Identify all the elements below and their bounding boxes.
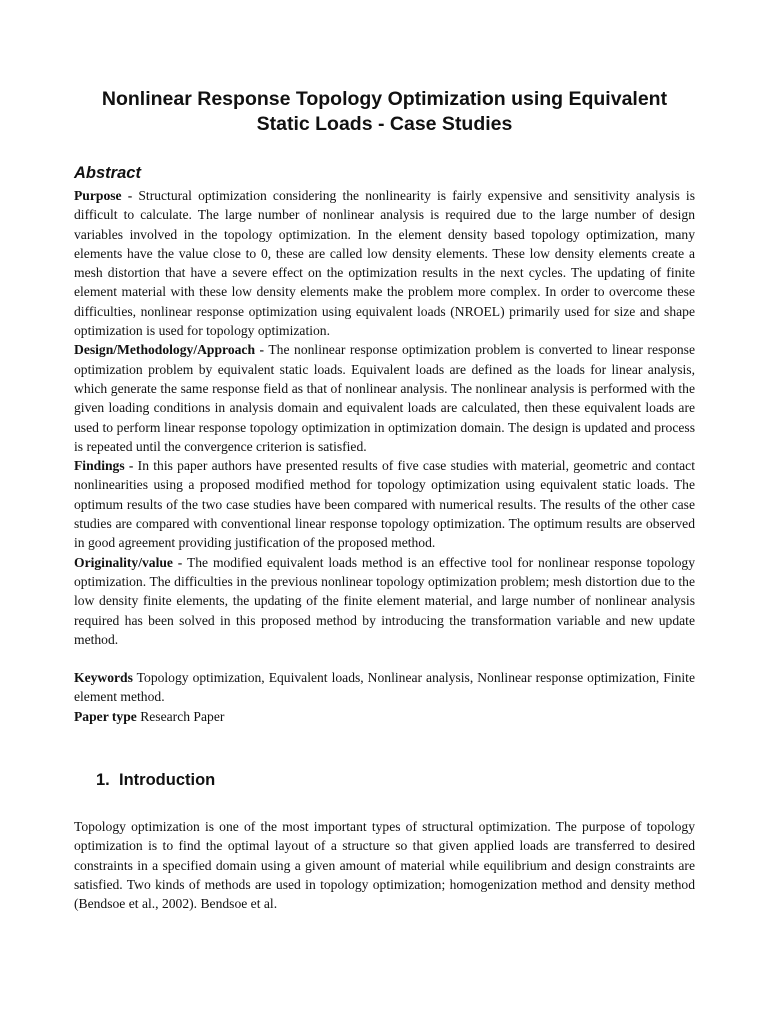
findings-label: Findings - <box>74 458 134 474</box>
purpose-text: Structural optimization considering the nonlinearity is fairly expensive and sensitivity analysis is difficult to calculate. The large number of nonlinear analysis is required due to the large number of design variables involved in the topology optimization. In the element density based topology optimization, many elements have the value close to 0, these are called low density elements. These low density elements create a mesh distortion that have a severe effect on the optimization results in the next cycles. The updating of finite element material with these low density elements make the problem more complex. In order to overcome these difficulties, nonlinear response optimization using equivalent loads (NROEL) primarily used for size and shape optimization is used for topology optimization. <box>74 188 695 339</box>
originality-label: Originality/value - <box>74 554 183 570</box>
methodology-label: Design/Methodology/Approach - <box>74 342 265 358</box>
methodology-text: The nonlinear response optimization problem is converted to linear response optimization problem by equivalent static loads. Equivalent loads are defined as the loads for linear analysis, which generate the same response field as that of nonlinear analysis. The nonlinear analysis is performed with the given loading conditions in analysis domain and equivalent loads are calculated, then these equivalent loads are used to perform linear response topology optimization in optimization domain. The design is updated and process is repeated until the convergence criterion is satisfied. <box>74 342 695 454</box>
abstract-originality <box>74 553 695 649</box>
paper-type-text: Research Paper <box>136 708 225 724</box>
section-number: 1. <box>96 771 110 790</box>
section-heading-introduction <box>96 770 695 790</box>
section-title: Introduction <box>119 771 216 790</box>
paper-type-label: Paper type <box>74 708 137 724</box>
introduction-paragraph: Topology optimization is one of the most important types of structural optimization. The purpose of topology optimization is to find the optimal layout of a structure so that given applied loads are transferred to desired constraints in a specified domain using a given amount of material while equilibrium and design constraints are satisfied. Two kinds of methods are used in topology optimization; homogenization method and density method (Bendsoe et al., 2002). Bendsoe et al. <box>74 819 695 912</box>
keywords-line <box>74 668 695 707</box>
paper-title-line-1: Nonlinear Response Topology Optimization using Equivalent <box>101 88 668 110</box>
keywords-block <box>74 668 695 726</box>
keywords-text: Topology optimization, Equivalent loads, Nonlinear analysis, Nonlinear response optimization, Finite element method. <box>74 670 695 705</box>
abstract-findings <box>74 456 695 552</box>
abstract-heading: Abstract <box>74 164 141 182</box>
abstract-purpose <box>74 186 695 340</box>
purpose-label: Purpose - <box>74 188 133 203</box>
paper-title <box>74 0 695 137</box>
paper-title-line-2: Static Loads - Case Studies <box>256 113 513 135</box>
findings-text: In this paper authors have presented results of five case studies with material, geometric and contact nonlinearities using a proposed modified method for topology optimization using equivalent static loads. The optimum results of the two case studies have been compared with numerical results. The results of the other case studies are compared with conventional linear response topology optimization. The optimum results are observed in good agreement providing justification of the proposed method. <box>74 458 695 551</box>
abstract-body <box>74 186 695 649</box>
paper-type-line <box>74 707 695 726</box>
abstract-methodology <box>74 340 695 456</box>
keywords-label: Keywords <box>74 670 133 686</box>
originality-text: The modified equivalent loads method is an effective tool for nonlinear response topology optimization. The difficulties in the previous nonlinear topology optimization problem; mesh distortion due to the low density finite elements, the updating of the finite element material, and large number of nonlinear analysis required has been solved in this proposed method by introducing the transformation variable and new update method. <box>74 554 696 647</box>
